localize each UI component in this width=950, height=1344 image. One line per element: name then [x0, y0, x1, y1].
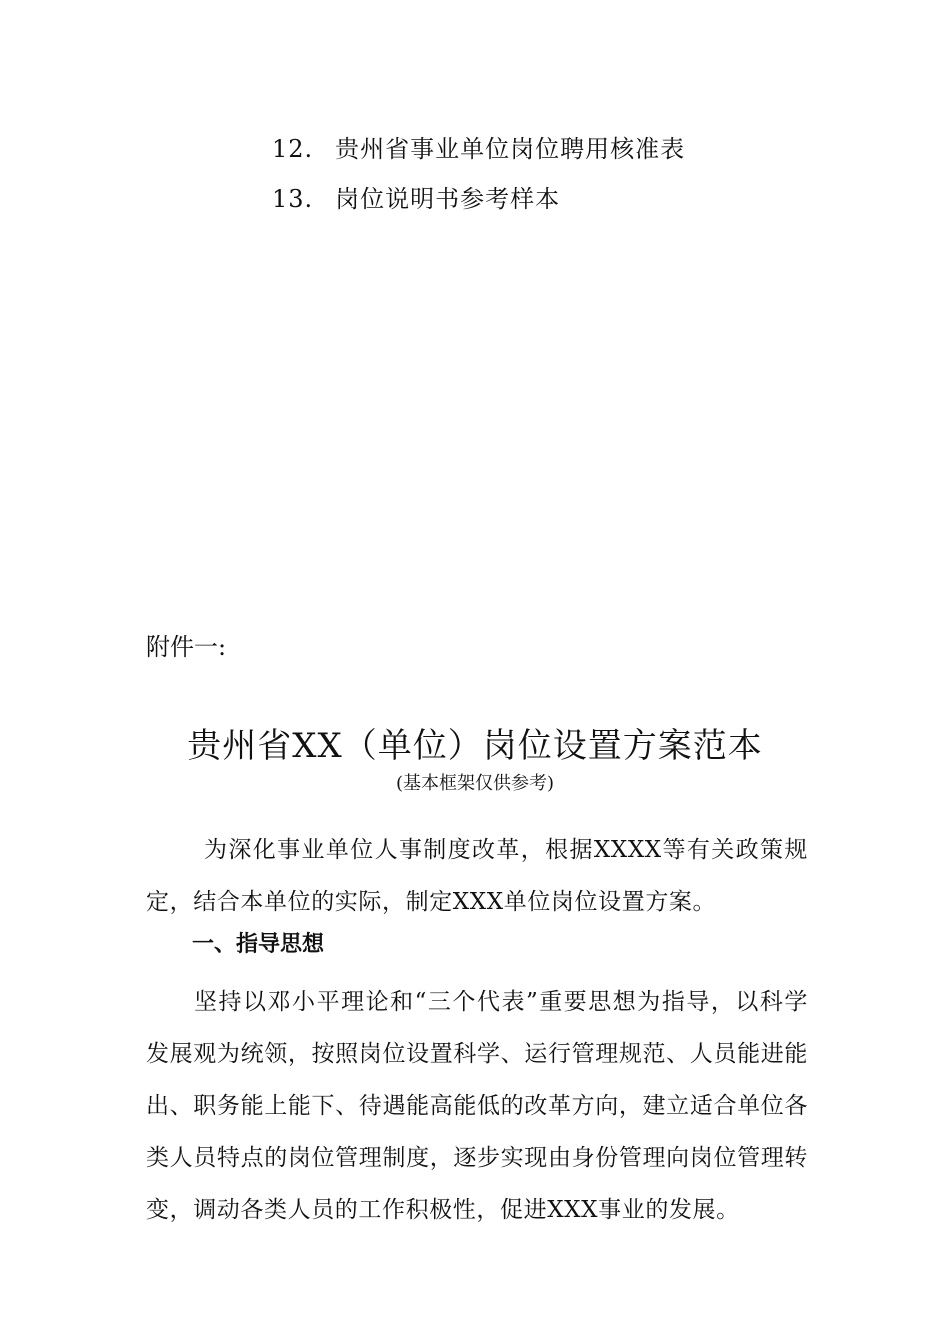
document-subtitle: (基本框架仅供参考)	[395, 773, 555, 794]
list-item-number: 13.	[272, 185, 314, 213]
attachment-label: 附件一:	[146, 633, 227, 661]
document-title: 贵州省XX（单位）岗位设置方案范本	[187, 726, 763, 766]
intro-paragraph: 为深化事业单位人事制度改革，根据XXXX等有关政策规定，结合本单位的实际，制定XXX单位岗位设置方案。	[146, 837, 808, 915]
attachment-list-item	[272, 184, 560, 214]
list-item-text: 贵州省事业单位岗位聘用核准表	[335, 135, 686, 163]
list-item-number: 12.	[272, 135, 314, 163]
section-paragraph: 坚持以邓小平理论和“三个代表”重要思想为指导，以科学发展观为统领，按照岗位设置科学、运行管理规范、人员能进能出、职务能上能下、待遇能高能低的改革方向，建立适合单位各类人员特点的岗位管理制度，逐步实现由身份管理向岗位管理转变，调动各类人员的工作积极性，促进XXX事业的发展。	[146, 989, 808, 1223]
list-item-text: 岗位说明书参考样本	[335, 185, 561, 213]
attachment-list-item	[272, 134, 685, 164]
section-heading: 一、指导思想	[192, 932, 325, 957]
